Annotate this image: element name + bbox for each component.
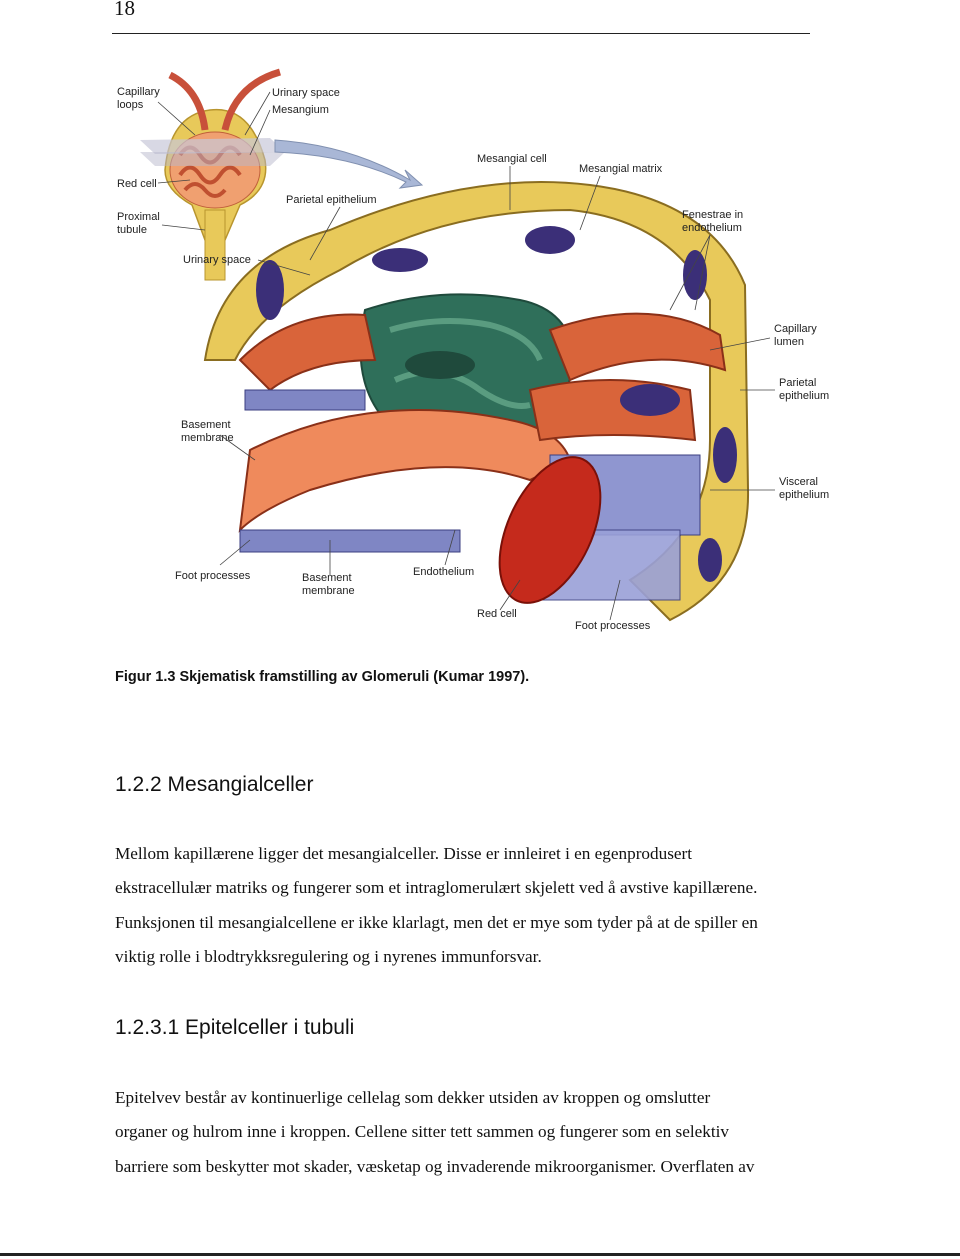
glomerulus-figure	[110, 60, 850, 640]
paragraph-line: Mellom kapillærene ligger det mesangialceller. Disse er innleiret i en egenprodusert	[115, 844, 693, 863]
page-number: 18	[114, 0, 135, 20]
paragraph-mesangial	[115, 837, 875, 974]
svg-text:membrane: membrane	[181, 432, 234, 444]
svg-text:Visceral: Visceral	[779, 476, 818, 488]
svg-text:Urinary space: Urinary space	[183, 254, 251, 266]
svg-text:tubule: tubule	[117, 224, 147, 236]
paragraph-line: viktig rolle i blodtrykksregulering og i nyrenes immunforsvar.	[115, 946, 542, 966]
footer-rule	[0, 1253, 960, 1256]
svg-text:Red cell: Red cell	[117, 178, 157, 190]
svg-text:Mesangial cell: Mesangial cell	[477, 153, 547, 165]
svg-text:Foot processes: Foot processes	[575, 620, 651, 632]
svg-text:Proximal: Proximal	[117, 211, 160, 223]
paragraph-epitel	[115, 1081, 875, 1184]
figure-caption: Figur 1.3 Skjematisk framstilling av Glomeruli (Kumar 1997).	[115, 669, 530, 685]
glomerulus-illustration	[110, 60, 850, 640]
svg-text:endothelium: endothelium	[682, 222, 742, 234]
svg-text:lumen: lumen	[774, 336, 804, 348]
paragraph-line: barriere som beskytter mot skader, væsketap og invaderende mikroorganismer. Overflaten av	[115, 1156, 755, 1176]
svg-text:Mesangium: Mesangium	[272, 104, 329, 116]
section-heading-mesangial: 1.2.2 Mesangialceller	[115, 773, 314, 796]
svg-text:Endothelium: Endothelium	[413, 566, 475, 578]
paragraph-line: ekstracellulær matriks og fungerer som et intraglomerulært skjelett ved å avstive kapillærene.	[115, 878, 758, 898]
svg-text:Capillary: Capillary	[117, 86, 160, 98]
svg-text:epithelium: epithelium	[779, 489, 830, 501]
svg-text:Urinary space: Urinary space	[272, 87, 340, 99]
svg-text:Parietal epithelium: Parietal epithelium	[286, 194, 377, 206]
paragraph-line: organer og hulrom inne i kroppen. Cellene sitter tett sammen og fungerer som en selektiv	[115, 1122, 729, 1142]
svg-text:Parietal: Parietal	[779, 377, 817, 389]
paragraph-line: Funksjonen til mesangialcellene er ikke klarlagt, men det er mye som tyder på at de spiller en	[115, 912, 758, 932]
svg-text:loops: loops	[117, 99, 144, 111]
section-heading-epitel: 1.2.3.1 Epitelceller i tubuli	[115, 1016, 355, 1039]
svg-text:Mesangial matrix: Mesangial matrix	[579, 163, 663, 175]
header-rule	[112, 33, 810, 34]
zoom-arrow	[275, 140, 422, 188]
svg-text:Basement: Basement	[302, 572, 352, 584]
svg-text:epithelium: epithelium	[779, 390, 830, 402]
svg-text:Fenestrae in: Fenestrae in	[682, 209, 744, 221]
svg-text:Basement: Basement	[181, 419, 231, 431]
svg-text:Capillary: Capillary	[774, 323, 817, 335]
svg-text:membrane: membrane	[302, 585, 355, 597]
svg-text:Foot processes: Foot processes	[175, 570, 251, 582]
paragraph-line: Epitelvev består av kontinuerlige cellelag som dekker utsiden av kroppen og omslutter	[115, 1088, 711, 1107]
svg-text:Red cell: Red cell	[477, 608, 517, 620]
